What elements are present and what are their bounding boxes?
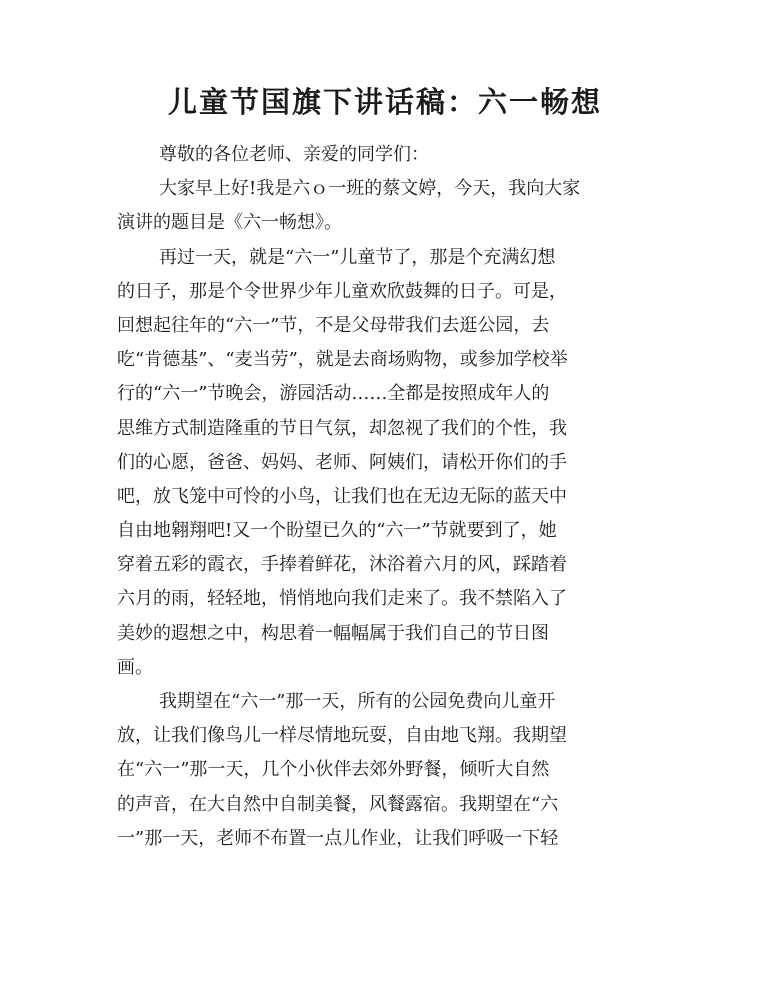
- text-line: 穿着五彩的霞衣，手捧着鲜花，沐浴着六月的风，踩踏着: [117, 554, 567, 576]
- text-line: 的声音，在大自然中自制美餐，风餐露宿。我期望在“六: [117, 793, 559, 815]
- text-line: 我期望在“六一”那一天，所有的公园免费向儿童开: [159, 691, 556, 712]
- text-line: 美妙的遐想之中，构思着一幅幅属于我们自己的节日图: [117, 622, 549, 644]
- text-line: 的日子，那是个令世界少年儿童欢欣鼓舞的日子。可是，: [117, 280, 567, 302]
- document-body: [117, 138, 649, 856]
- text-line: 在“六一”那一天，几个小伙伴去郊外野餐，倾听大自然: [117, 759, 550, 781]
- text-line: 回想起往年的“六一”节，不是父母带我们去逛公园，去: [117, 314, 550, 336]
- text-line: 思维方式制造隆重的节日气氛，却忽视了我们的个性，我: [117, 417, 567, 439]
- text-line: 们的心愿，爸爸、妈妈、老师、阿姨们，请松开你们的手: [117, 451, 567, 473]
- text-line: 吧，放飞笼中可怜的小鸟，让我们也在无边无际的蓝天中: [117, 485, 567, 507]
- text-line: 六月的雨，轻轻地，悄悄地向我们走来了。我不禁陷入了: [117, 588, 567, 610]
- text-line: 一”那一天，老师不布置一点儿作业，让我们呼吸一下轻: [117, 827, 559, 849]
- document-title: 儿童节国旗下讲话稿：六一畅想: [167, 85, 602, 119]
- text-line: 放，让我们像鸟儿一样尽情地玩耍，自由地飞翔。我期望: [117, 725, 567, 747]
- text-line: 演讲的题目是《六一畅想》。: [117, 212, 342, 234]
- text-line: 吃“肯德基”、“麦当劳”，就是去商场购物，或参加学校举: [117, 349, 568, 371]
- text-line: 自由地翱翔吧!又一个盼望已久的“六一”节就要到了，她: [117, 520, 557, 542]
- text-line: 画。: [117, 656, 153, 678]
- text-line: 行的“六一”节晚会，游园活动……全都是按照成年人的: [117, 383, 550, 405]
- text-line: 尊敬的各位老师、亲爱的同学们：: [159, 144, 429, 165]
- text-line: 大家早上好!我是六ｏ一班的蔡文婷，今天，我向大家: [159, 178, 581, 200]
- text-line: 再过一天，就是“六一”儿童节了，那是个充满幻想: [159, 246, 556, 268]
